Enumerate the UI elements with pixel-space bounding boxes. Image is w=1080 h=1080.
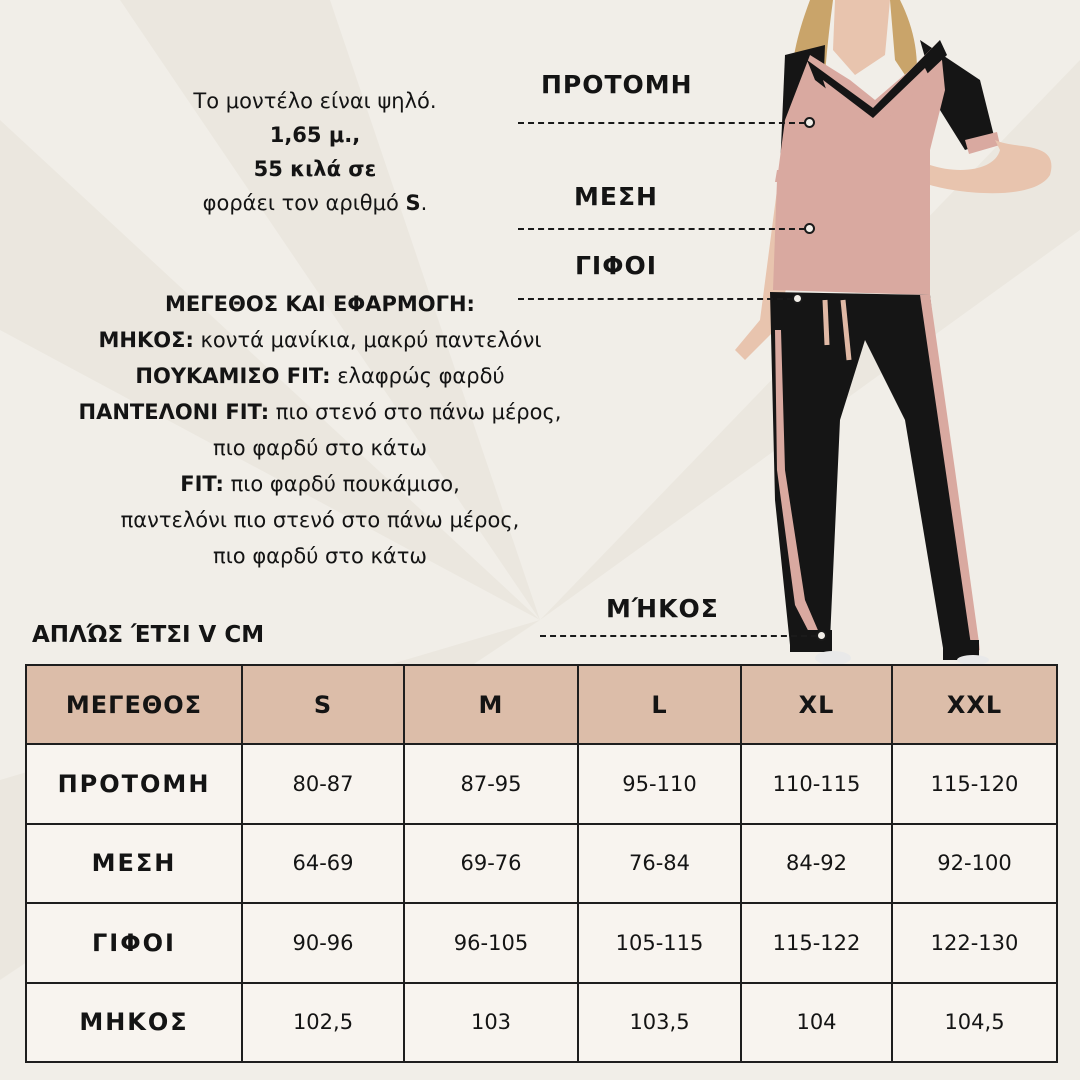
bust-guide-line xyxy=(518,122,805,124)
length-guide-line xyxy=(540,635,817,637)
table-cell: 64-69 xyxy=(242,824,404,903)
table-header-size-xl: XL xyxy=(741,665,892,744)
row-label-length: ΜΗΚΟΣ xyxy=(26,983,242,1062)
table-cell: 84-92 xyxy=(741,824,892,903)
table-header-size-label: ΜΕΓΕΘΟΣ xyxy=(26,665,242,744)
table-row-length xyxy=(26,983,1057,1062)
model-size: S xyxy=(405,191,421,215)
size-chart-table xyxy=(25,664,1058,1063)
model-info xyxy=(130,84,500,220)
length-guide-dot xyxy=(816,630,827,641)
table-cell: 105-115 xyxy=(578,903,741,982)
fit-overall-line2: παντελόνι πιο στενό στο πάνω μέρος, xyxy=(120,508,520,532)
fit-pants-line: ΠΑΝΤΕΛΟΝΙ FIT: πιο στενό στο πάνω μέρος, xyxy=(78,400,562,424)
table-header-size-l: L xyxy=(578,665,741,744)
table-cell: 110-115 xyxy=(741,744,892,823)
table-header-row xyxy=(26,665,1057,744)
table-cell: 102,5 xyxy=(242,983,404,1062)
table-header-size-xxl: XXL xyxy=(892,665,1057,744)
table-cell: 104,5 xyxy=(892,983,1057,1062)
table-cell: 115-122 xyxy=(741,903,892,982)
table-header-size-m: M xyxy=(404,665,578,744)
table-cell: 115-120 xyxy=(892,744,1057,823)
table-cell: 103,5 xyxy=(578,983,741,1062)
row-label-hips: ΓΙΦΟΙ xyxy=(26,903,242,982)
table-caption: ΑΠΛΏΣ ΈΤΣΙ V CM xyxy=(32,622,265,648)
table-cell: 95-110 xyxy=(578,744,741,823)
fit-shirt-line: ΠΟΥΚΑΜΙΣΟ FIT: ελαφρώς φαρδύ xyxy=(135,364,505,388)
hips-guide-dot xyxy=(792,293,803,304)
waist-guide-line xyxy=(518,228,805,230)
table-cell: 96-105 xyxy=(404,903,578,982)
waist-guide-dot xyxy=(804,223,815,234)
row-label-waist: ΜΕΣΗ xyxy=(26,824,242,903)
hips-guide-line xyxy=(518,298,793,300)
length-label: ΜΉΚΟΣ xyxy=(606,594,719,623)
fit-overall-line: FIT: πιο φαρδύ πουκάμισο, xyxy=(180,472,460,496)
table-row-waist xyxy=(26,824,1057,903)
row-label-bust: ΠΡΟΤΟΜΗ xyxy=(26,744,242,823)
model-height: 1,65 μ., xyxy=(269,123,361,147)
fit-info xyxy=(20,286,620,574)
table-row-bust xyxy=(26,744,1057,823)
table-cell: 76-84 xyxy=(578,824,741,903)
table-cell: 80-87 xyxy=(242,744,404,823)
table-row-hips xyxy=(26,903,1057,982)
table-cell: 104 xyxy=(741,983,892,1062)
bust-label: ΠΡΟΤΟΜΗ xyxy=(541,70,693,99)
hips-label: ΓΙΦΟΙ xyxy=(575,251,658,280)
fit-length-line: ΜΗΚΟΣ: κοντά μανίκια, μακρύ παντελόνι xyxy=(98,328,542,352)
table-header-size-s: S xyxy=(242,665,404,744)
table-cell: 90-96 xyxy=(242,903,404,982)
model-figure-illustration xyxy=(715,0,1060,665)
model-weight: 55 κιλά σε xyxy=(253,157,377,181)
table-cell: 103 xyxy=(404,983,578,1062)
fit-pants-line2: πιο φαρδύ στο κάτω xyxy=(213,436,427,460)
table-cell: 69-76 xyxy=(404,824,578,903)
fit-heading: ΜΕΓΕΘΟΣ ΚΑΙ ΕΦΑΡΜΟΓΗ: xyxy=(165,292,475,316)
model-info-line1: Το μοντέλο είναι ψηλό. xyxy=(193,89,437,113)
fit-overall-line3: πιο φαρδύ στο κάτω xyxy=(213,544,427,568)
table-cell: 92-100 xyxy=(892,824,1057,903)
model-info-line4: φοράει τον αριθμό S. xyxy=(202,191,428,215)
waist-label: ΜΕΣΗ xyxy=(574,182,658,211)
table-cell: 87-95 xyxy=(404,744,578,823)
bust-guide-dot xyxy=(804,117,815,128)
table-cell: 122-130 xyxy=(892,903,1057,982)
